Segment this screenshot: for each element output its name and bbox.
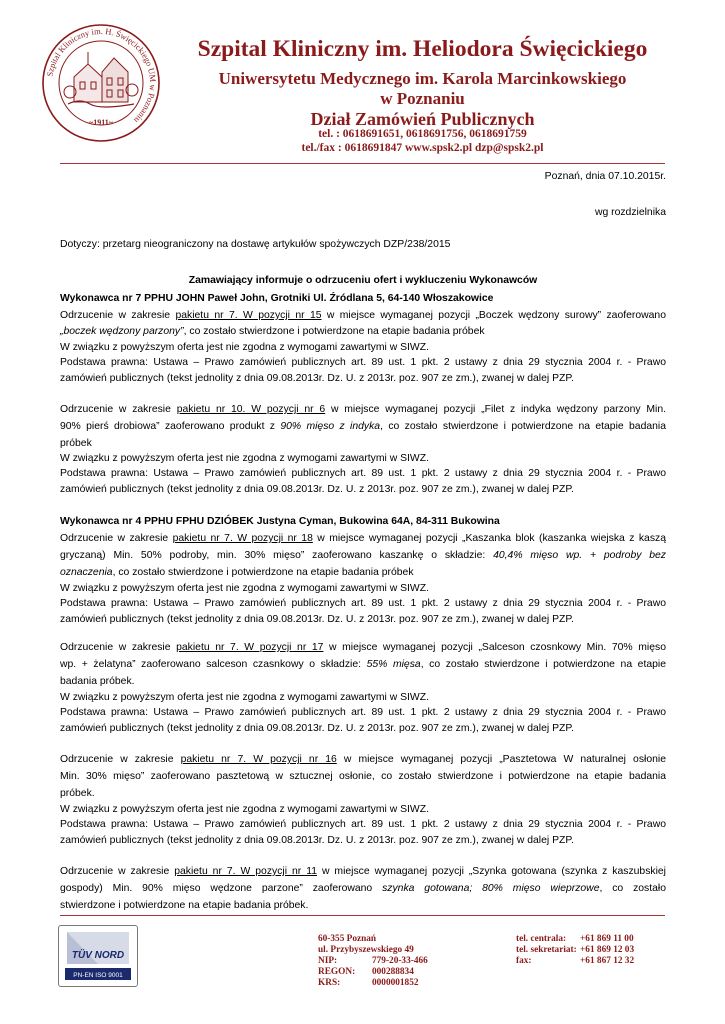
footer-krs-value: 0000001852: [372, 978, 419, 988]
footer-regon-value: 000288834: [372, 967, 414, 977]
p5-line-1: Odrzucenie w zakresie pakietu nr 7. W pozycji nr 16 w miejsce wymaganej pozycji „Pasztetowa W naturalnej osłonie: [60, 754, 666, 765]
footer-address-1: 60-355 Poznań: [318, 934, 377, 944]
logo-year: ~1911~: [89, 118, 113, 127]
recipient: wg rozdzielnika: [594, 207, 666, 218]
document-date: Poznań, dnia 07.10.2015r.: [544, 171, 666, 182]
p2-line-3: próbek: [60, 438, 92, 449]
footer-secretary-value: +61 869 12 03: [580, 945, 635, 955]
p6-line-1: Odrzucenie w zakresie pakietu nr 7. W pozycji nr 11 w miejsce wymaganej pozycji „Szynka gotowana (szynka z kaszubskiej: [60, 866, 666, 877]
p3-line-3: oznaczenia, co zostało stwierdzone i potwierdzone na etapie badania próbek: [60, 567, 414, 578]
p3-line-1: Odrzucenie w zakresie pakietu nr 7. W pozycji nr 18 w miejsce wymaganej pozycji „Kaszanka blok (kaszanka wiejska z kaszą: [60, 533, 666, 544]
tuv-certificate-badge: [58, 925, 138, 987]
p1-nonconform: W związku z powyższym oferta jest nie zgodna z wymogami zawartymi w SIWZ.: [60, 342, 429, 353]
p3-line-2: gryczaną) Min. 50% podroby, min. 30% mięso” zaoferowano kaszankę o składzie: 40,4% mięso wp. + podroby bez: [60, 550, 667, 561]
p4-nonconform: W związku z powyższym oferta jest nie zgodna z wymogami zawartymi w SIWZ.: [60, 692, 429, 703]
p3-nonconform: W związku z powyższym oferta jest nie zgodna z wymogami zawartymi w SIWZ.: [60, 583, 429, 594]
p6-line-3: stwierdzone i potwierdzone na etapie badania próbek.: [60, 900, 309, 911]
contractor-7-heading: Wykonawca nr 7 PPHU JOHN Paweł John, Grotniki Ul. Źródlana 5, 64-140 Włoszakowice: [60, 293, 494, 304]
p5-legal-2: zamówień publicznych (tekst jednolity z dnia 09.08.2013r. Dz. U. z 2013r. poz. 907 ze zm.), zwanej w dalej PZP.: [60, 835, 574, 846]
p4-line-1: Odrzucenie w zakresie pakietu nr 7. W pozycji nr 17 w miejsce wymaganej pozycji „Salceson czosnkowy Min. 70% mięso: [60, 642, 666, 653]
p6-line-2: gospody) Min. 90% mięso wędzone parzone” zaoferowano szynka gotowana; 80% mięso wieprzowe, co zostało: [60, 883, 666, 894]
university-name: Uniwersytetu Medycznego im. Karola Marcinkowskiego: [218, 69, 627, 88]
phone-numbers: tel. : 0618691651, 0618691756, 0618691759: [318, 128, 527, 140]
p5-line-2: Min. 30% mięso” zaoferowano pasztetową w sztucznej osłonie, co zostało stwierdzone i potwierdzone na etapie badania: [60, 771, 666, 782]
p5-nonconform: W związku z powyższym oferta jest nie zgodna z wymogami zawartymi w SIWZ.: [60, 804, 429, 815]
p1-legal-2: zamówień publicznych (tekst jednolity z dnia 09.08.2013r. Dz. U. z 2013r. poz. 907 ze zm.), zwanej w dalej PZP.: [60, 373, 574, 384]
p3-legal-1: Podstawa prawna: Ustawa – Prawo zamówień publicznych art. 89 ust. 1 pkt. 2 ustawy z dnia 29 stycznia 2004 r. - Prawo: [60, 598, 666, 609]
p2-legal-2: zamówień publicznych (tekst jednolity z dnia 09.08.2013r. Dz. U. z 2013r. poz. 907 ze zm.), zwanej w dalej PZP.: [60, 484, 574, 495]
logo-ring-text: Szpital Kliniczny im. H. Święcickiego UM w Poznaniu: [44, 25, 159, 126]
contractor-4-heading: Wykonawca nr 4 PPHU FPHU DZIÓBEK Justyna Cyman, Bukowina 64A, 84-311 Bukowina: [60, 516, 500, 527]
footer-regon-label: REGON:: [318, 967, 356, 977]
footer-secretary-label: tel. sekretariat:: [516, 945, 577, 955]
p4-legal-1: Podstawa prawna: Ustawa – Prawo zamówień publicznych art. 89 ust. 1 pkt. 2 ustawy z dnia 29 stycznia 2004 r. - Prawo: [60, 707, 666, 718]
p3-legal-2: zamówień publicznych (tekst jednolity z dnia 09.08.2013r. Dz. U. z 2013r. poz. 907 ze zm.), zwanej w dalej PZP.: [60, 614, 574, 625]
footer-fax-value: +61 867 12 32: [580, 956, 635, 966]
city-name: w Poznaniu: [380, 89, 465, 108]
p4-line-3: badania próbek.: [60, 676, 135, 687]
subject-line: Dotyczy: przetarg nieograniczony na dostawę artykułów spożywczych DZP/238/2015: [60, 239, 451, 250]
notice-heading: Zamawiający informuje o odrzuceniu ofert i wykluczeniu Wykonawców: [188, 275, 538, 286]
p1-legal-1: Podstawa prawna: Ustawa – Prawo zamówień publicznych art. 89 ust. 1 pkt. 2 ustawy z dnia 29 stycznia 2004 r. - Prawo: [60, 357, 666, 368]
p2-nonconform: W związku z powyższym oferta jest nie zgodna z wymogami zawartymi w SIWZ.: [60, 453, 429, 464]
footer-phone-value: +61 869 11 00: [580, 934, 634, 944]
p1-line-1: Odrzucenie w zakresie pakietu nr 7. W pozycji nr 15 w miejsce wymaganej pozycji „Boczek wędzony surowy” zaoferowano: [60, 310, 666, 321]
tuv-logo-icon: [59, 926, 137, 986]
department-name: Dział Zamówień Publicznych: [310, 109, 535, 129]
footer-fax-label: fax:: [516, 956, 532, 966]
footer-divider: [60, 915, 665, 916]
fax-web-email: tel./fax : 0618691847 www.spsk2.pl dzp@spsk2.pl: [301, 142, 544, 154]
hospital-name: Szpital Kliniczny im. Heliodora Święcickiego: [197, 36, 648, 62]
tuv-brand: TÜV NORD: [71, 950, 125, 961]
p4-legal-2: zamówień publicznych (tekst jednolity z dnia 09.08.2013r. Dz. U. z 2013r. poz. 907 ze zm.), zwanej w dalej PZP.: [60, 723, 574, 734]
hospital-building-icon: [64, 52, 138, 107]
hospital-logo: [40, 22, 162, 144]
p5-legal-1: Podstawa prawna: Ustawa – Prawo zamówień publicznych art. 89 ust. 1 pkt. 2 ustawy z dnia 29 stycznia 2004 r. - Prawo: [60, 819, 666, 830]
footer-nip-label: NIP:: [318, 956, 338, 966]
header-divider: [60, 163, 665, 164]
footer-krs-label: KRS:: [318, 978, 341, 988]
p5-line-3: próbek.: [60, 788, 95, 799]
p2-line-2: 90% pierś drobiowa” zaoferowano produkt z 90% mięso z indyka, co zostało stwierdzone i potwierdzone na etapie badania: [60, 421, 666, 432]
footer-address-2: ul. Przybyszewskiego 49: [318, 945, 414, 955]
tuv-standard: PN-EN ISO 9001: [73, 972, 123, 979]
p2-legal-1: Podstawa prawna: Ustawa – Prawo zamówień publicznych art. 89 ust. 1 pkt. 2 ustawy z dnia 29 stycznia 2004 r. - Prawo: [60, 468, 666, 479]
p4-line-2: wp. + żelatyna” zaoferowano salceson czasnkowy o składzie: 55% mięsa, co zostało stwierdzone i potwierdzone na etapie: [60, 659, 666, 670]
footer-nip-value: 779-20-33-466: [372, 956, 428, 966]
p1-line-2: „boczek wędzony parzony”, co zostało stwierdzone i potwierdzone na etapie badania próbek: [60, 326, 485, 337]
footer-phone-label: tel. centrala:: [516, 934, 567, 944]
p2-line-1: Odrzucenie w zakresie pakietu nr 10. W pozycji nr 6 w miejsce wymaganej pozycji „Filet z indyka wędzony parzony Min.: [60, 404, 666, 415]
